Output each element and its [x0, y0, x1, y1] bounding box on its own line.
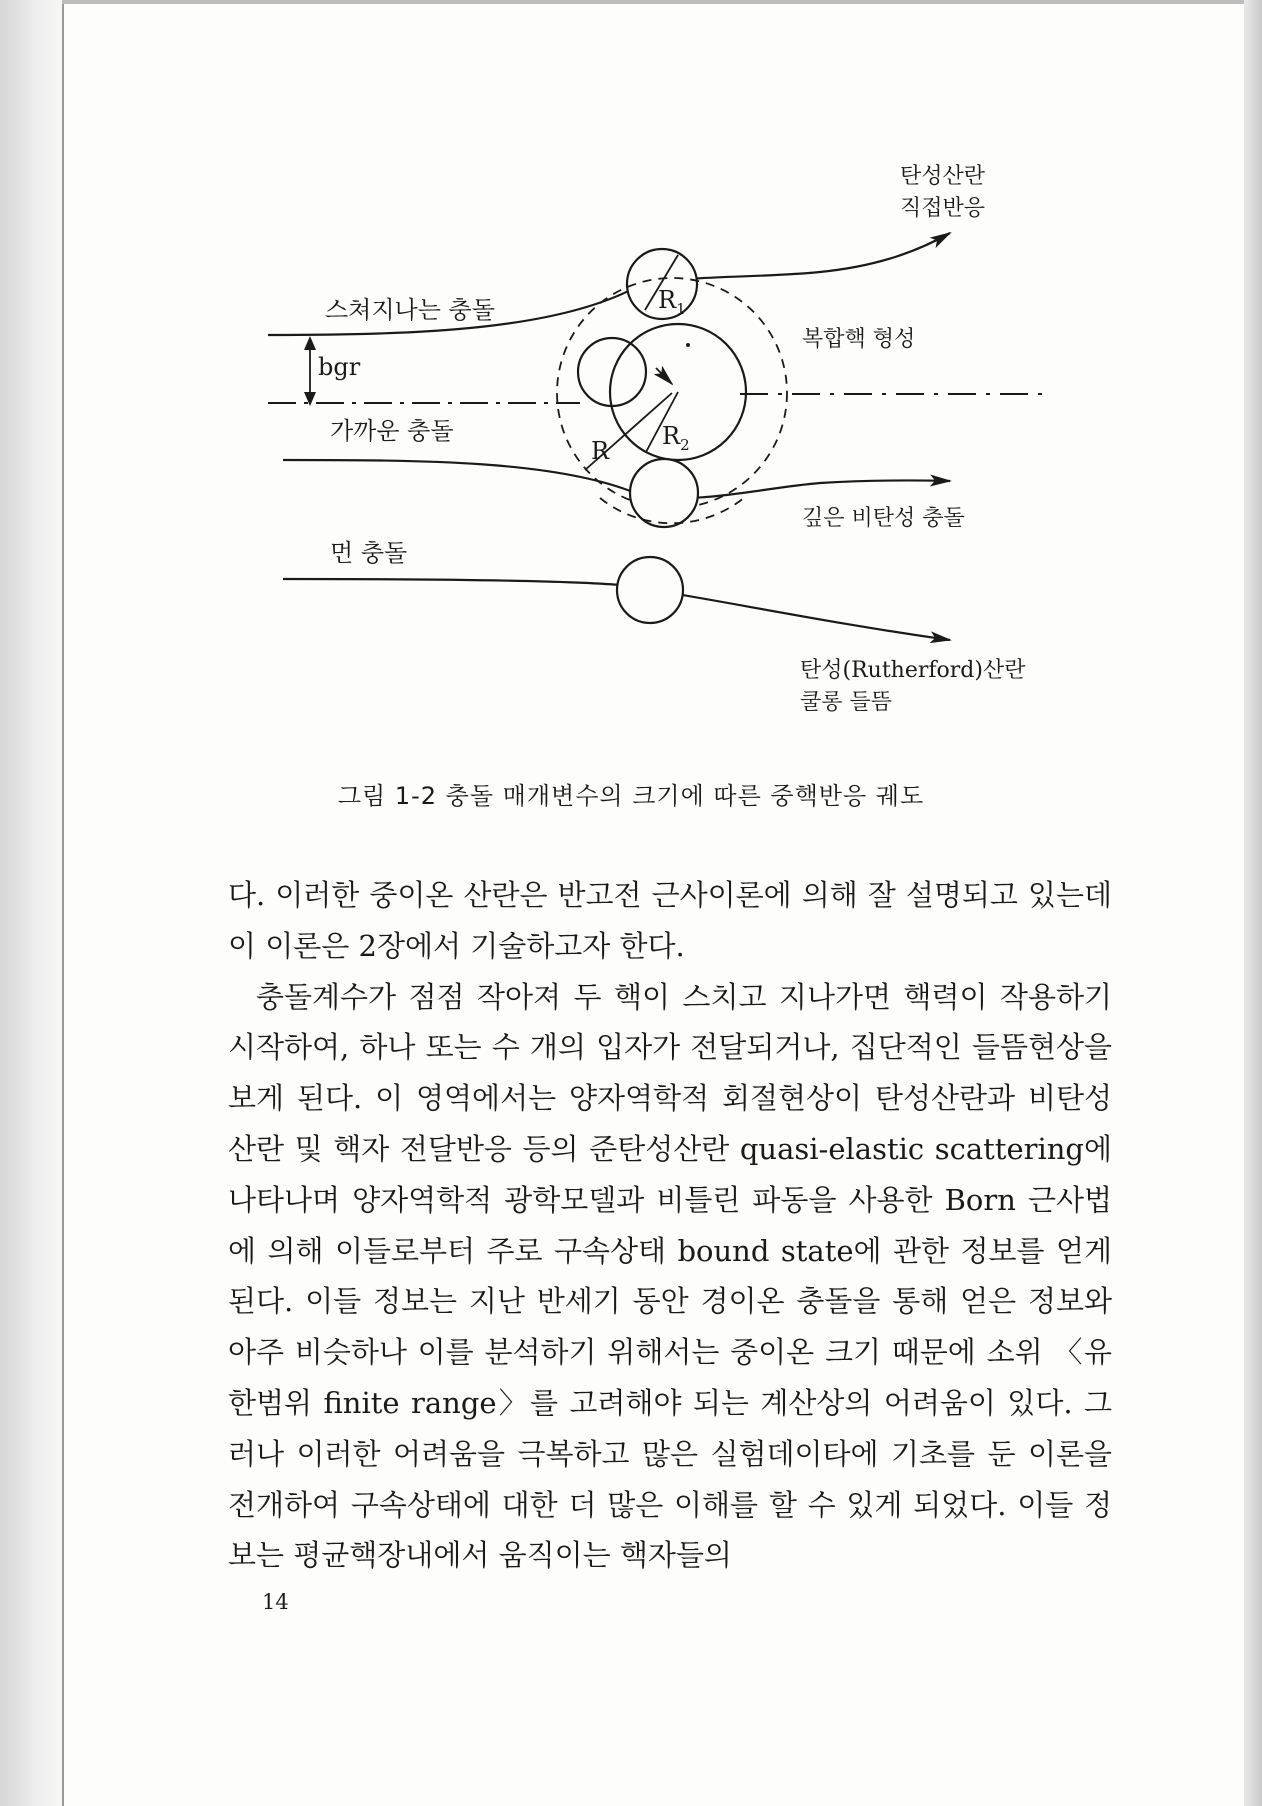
label-bgr: bgr [318, 353, 361, 381]
bgr-arrow-up [304, 336, 316, 350]
label-distant-collision: 먼 충돌 [330, 539, 408, 567]
trajectory-close [283, 460, 950, 498]
label-r2: $R_2$ [662, 422, 690, 454]
figure-caption: 그림 1-2 충돌 매개변수의 크기에 따른 중핵반응 궤도 [337, 782, 925, 810]
label-deep-inelastic-collision: 깊은 비탄성 충돌 [802, 506, 965, 531]
label-close-collision: 가까운 충돌 [330, 417, 454, 445]
paragraph-2: 충돌계수가 점점 작아져 두 핵이 스치고 지나가면 핵력이 작용하기 시작하여, 하나 또는 수 개의 입자가 전달되거나, 집단적인 들뜸현상을 보게 된다. 이 영역에서는 양자역학적 회절현상이 탄성산란과 비탄성산란 및 핵자 전달반응 등의 준탄성산란 quasi-elastic scattering에 나타나며 양자역학적 광학모델과 비틀린 파동을 사용한 Born 근사법에 의해 이들로부터 주로 구속상태 bound state에 관한 정보를 얻게 된다. 이들 정보는 지난 반세기 동안 경이온 충돌을 통해 얻은 정보와 아주 비슷하나 이를 분석하기 위해서는 중이온 크기 때문에 소위 〈유한범위 finite range〉를 고려해야 되는 계산상의 어려움이 있다. 그러나 이러한 어려움을 극복하고 많은 실험데이타에 기초를 둔 이론을 전개하여 구속상태에 대한 더 많은 이해를 할 수 있게 되었다. 이들 정보는 평균핵장내에서 움직이는 핵자들의 [228, 979, 1112, 1573]
nucleus-circle-lower [630, 459, 698, 527]
label-grazing-collision: 스쳐지나는 충돌 [325, 296, 495, 324]
label-rutherford-scattering: 탄성(Rutherford)산란 [800, 658, 1026, 683]
label-elastic-scattering: 탄성산란 [900, 164, 986, 189]
body-text [228, 870, 1112, 1581]
collision-trajectory-figure [0, 0, 1262, 760]
center-dot [686, 343, 690, 347]
nucleus-circle-distant [617, 557, 683, 623]
label-compound-nucleus-formation: 복합핵 형성 [802, 327, 916, 352]
rotation-arrow [656, 368, 672, 384]
label-r1: $R_1$ [658, 286, 686, 318]
label-direct-reaction: 직접반응 [900, 196, 986, 221]
label-coulomb-excitation: 쿨롱 들뜸 [800, 690, 893, 715]
label-r: R [591, 437, 610, 465]
page-number: 14 [262, 1590, 289, 1614]
paragraph-1: 다. 이러한 중이온 산란은 반고전 근사이론에 의해 잘 설명되고 있는데 이 이론은 2장에서 기술하고자 한다. [228, 878, 1112, 963]
